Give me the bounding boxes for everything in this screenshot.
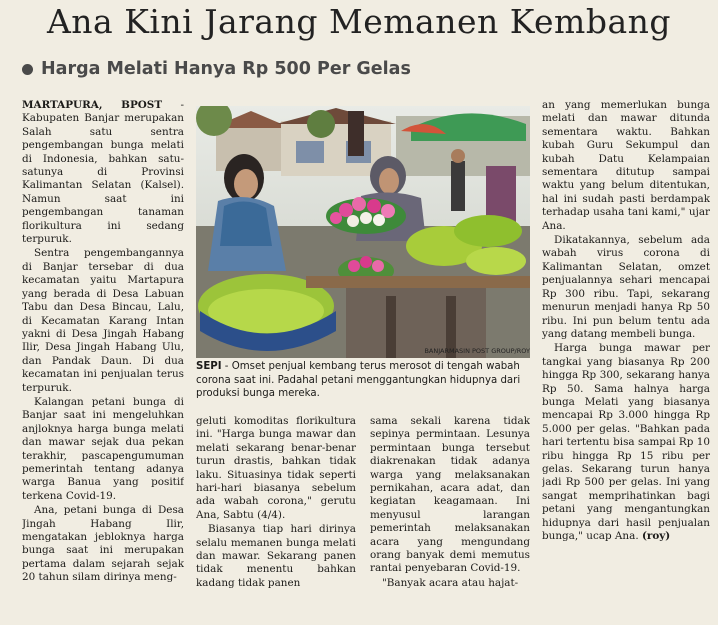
article-headline: Ana Kini Jarang Memanen Kembang: [46, 2, 672, 41]
article-column-1: [22, 99, 184, 621]
caption-lead: SEPI: [196, 361, 222, 372]
paragraph: geluti komoditas florikultura ini. "Harga bunga mawar dan melati sekarang benar-benar turun drastis, bahkan tidak laku. Situasinya tidak seperti hari-hari biasanya sebelum ada wabah corona," gerutu Ana, Sabtu (4/4).: [196, 415, 356, 521]
paragraph-text: Harga bunga mawar per tangkai yang biasanya Rp 200 hingga Rp 300, sekarang hanya Rp 50. Sama halnya harga bunga Melati yang biasanya mencapai Rp 3.000 hingga Rp 5.000 per gelas. "Bahkan pada hari tertentu bisa sampai Rp 10 ribu hingga Rp 15 ribu per gelas. Sekarang turun hanya jadi Rp 500 per gelas. Ini yang sangat memprihatinkan bagi petani yang mengantungkan hidupnya dari hasil penjualan bunga," ucap Ana.: [542, 342, 710, 542]
paragraph: Biasanya tiap hari dirinya selalu memanen bunga melati dan mawar. Sekarang panen tidak menentu bahkan kadang tidak panen: [196, 523, 356, 589]
article-column-3: [370, 415, 530, 621]
paragraph: [542, 342, 710, 543]
photo-credit: BANJARMASIN POST GROUP/ROY: [424, 347, 530, 355]
dateline: MARTAPURA, BPOST: [22, 99, 163, 111]
paragraph: sama sekali karena tidak sepinya permintaan. Lesunya permintaan bunga tersebut diakrenakan tidak adanya warga yang melaksanakan pernikahan, acara adat, dan kegiatan keagamaan. Ini menyusul larangan pemerintah melaksanakan acara yang mengundang orang banyak demi memutus rantai penyebaran Covid-19.: [370, 415, 530, 575]
paragraph: Ana, petani bunga di Desa Jingah Habang Ilir, mengatakan jebloknya harga bunga saat ini merupakan pertama dalam sejarah sejak 20 tahun silam dirinya meng-: [22, 504, 184, 584]
lead-paragraph: [22, 99, 184, 246]
bullet-icon: [22, 64, 33, 75]
photo-caption: [196, 360, 531, 401]
caption-text: - Omset penjual kembang terus merosot di tengah wabah corona saat ini. Padahal petani menggantungkan hidupnya dari produksi bunga mereka.: [196, 361, 521, 400]
lead-text: - Kabupaten Banjar merupakan Salah satu sentra pengembangan bunga melati di Indonesia, bahkan satu-satunya di Provinsi Kalimantan Selatan (Kalsel). Namun saat ini pengembangan tanaman florikultura ini sedang terpuruk.: [22, 99, 184, 246]
subheadline-text: Harga Melati Hanya Rp 500 Per Gelas: [41, 59, 411, 79]
author-signature: (roy): [641, 530, 671, 542]
paragraph: "Banyak acara atau hajat-: [382, 576, 519, 589]
paragraph: Kalangan petani bunga di Banjar saat ini mengeluhkan anjloknya harga bunga melati dan mawar sejak dua pekan terakhir, pascapengumuman pemerintah tentang adanya warga Banua yang positif terkena Covid-19.: [22, 395, 184, 502]
paragraph: Dikatakannya, sebelum ada wabah virus corona di Kalimantan Selatan, omzet penjualannya sehari mencapai Rp 300 ribu. Tapi, sekarang menurun menjadi hanya Rp 50 ribu. Ini pun belum tentu ada yang datang membeli bunga.: [542, 234, 710, 340]
article-column-2: [196, 415, 356, 621]
news-photo: [196, 106, 530, 358]
paragraph: Sentra pengembangannya di Banjar tersebar di dua kecamatan yaitu Martapura yang berada di Desa Labuan Tabu dan Desa Bincau, Lalu, di Kecamatan Karang Intan yakni di Desa Jingah Habang Ilir, Desa Jingah Habang Ulu, dan Pandak Daun. Di dua kecamatan ini penjualan terus terpuruk.: [22, 247, 184, 394]
article-column-4: [542, 99, 710, 621]
article-subheadline: [22, 56, 411, 82]
paragraph: an yang memerlukan bunga melati dan mawar ditunda sementara waktu. Bahkan kubah Guru Sekumpul dan kubah Datu Kelampaian sementara ditutup sampai waktu yang belum ditentukan, hal ini sudah pasti berdampak terhadap usaha tani kami," ujar Ana.: [542, 99, 710, 232]
flower-market-photo: [196, 106, 530, 358]
